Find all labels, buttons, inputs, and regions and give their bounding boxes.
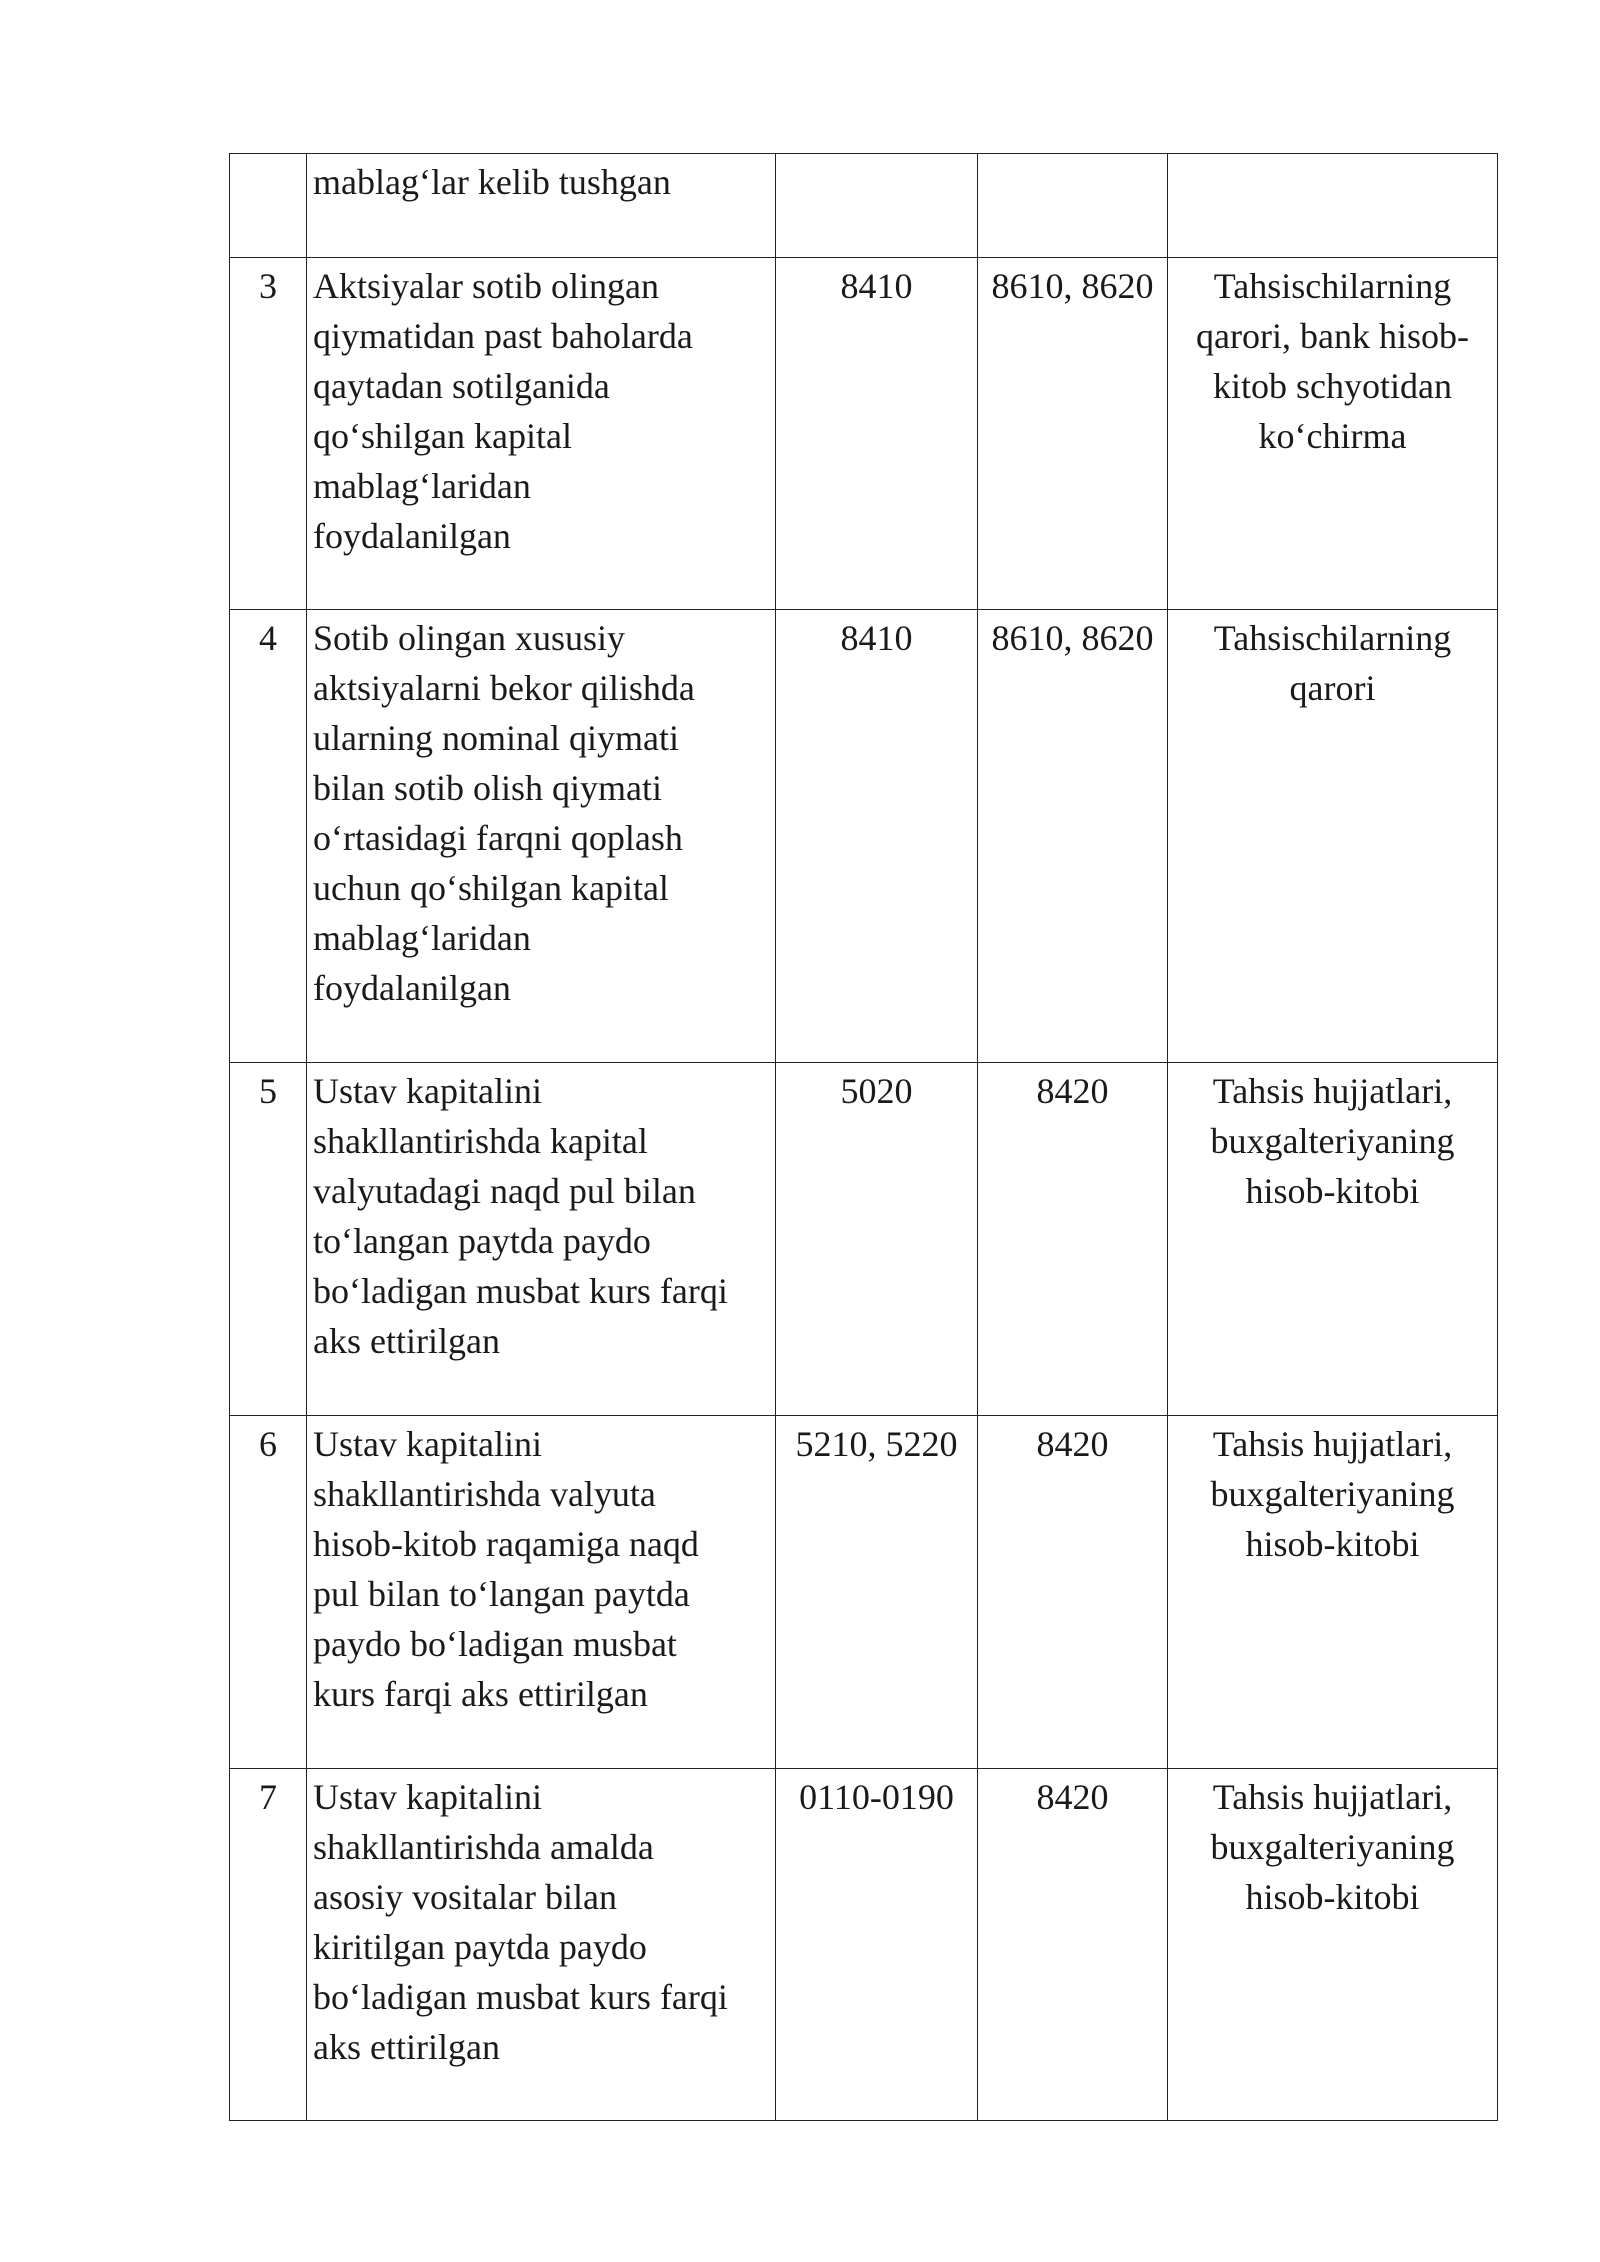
source-document: Tahsischilarning qarori, bank hisob- kitob schyotidan ko‘chirma xyxy=(1168,258,1498,610)
row-number: 6 xyxy=(230,1416,307,1769)
operation-description: mablag‘lar kelib tushgan xyxy=(307,154,776,258)
debit-account: 0110-0190 xyxy=(776,1769,978,2121)
row-number: 7 xyxy=(230,1769,307,2121)
credit-account xyxy=(978,154,1168,258)
table-row xyxy=(230,610,1498,1063)
debit-account xyxy=(776,154,978,258)
operation-description: Sotib olingan xususiy aktsiyalarni bekor qilishda ularning nominal qiymati bilan sotib olish qiymati o‘rtasidagi farqni qoplash uchun qo‘shilgan kapital mablag‘laridan foydalanilgan xyxy=(307,610,776,1063)
debit-account: 8410 xyxy=(776,610,978,1063)
debit-account: 8410 xyxy=(776,258,978,610)
debit-account: 5210, 5220 xyxy=(776,1416,978,1769)
row-number: 3 xyxy=(230,258,307,610)
source-document: Tahsis hujjatlari, buxgalteriyaning hisob-kitobi xyxy=(1168,1063,1498,1416)
table-row xyxy=(230,258,1498,610)
debit-account: 5020 xyxy=(776,1063,978,1416)
credit-account: 8420 xyxy=(978,1416,1168,1769)
credit-account: 8610, 8620 xyxy=(978,610,1168,1063)
credit-account: 8420 xyxy=(978,1063,1168,1416)
credit-account: 8610, 8620 xyxy=(978,258,1168,610)
table-row xyxy=(230,1416,1498,1769)
credit-account: 8420 xyxy=(978,1769,1168,2121)
accounting-entries-table xyxy=(229,153,1498,2121)
operation-description: Ustav kapitalini shakllantirishda amalda asosiy vositalar bilan kiritilgan paytda paydo bo‘ladigan musbat kurs farqi aks ettirilgan xyxy=(307,1769,776,2121)
source-document: Tahsis hujjatlari, buxgalteriyaning hisob-kitobi xyxy=(1168,1416,1498,1769)
operation-description: Aktsiyalar sotib olingan qiymatidan past baholarda qaytadan sotilganida qo‘shilgan kapital mablag‘laridan foydalanilgan xyxy=(307,258,776,610)
source-document: Tahsischilarning qarori xyxy=(1168,610,1498,1063)
table-row xyxy=(230,154,1498,258)
row-number: 5 xyxy=(230,1063,307,1416)
row-number xyxy=(230,154,307,258)
operation-description: Ustav kapitalini shakllantirishda valyuta hisob-kitob raqamiga naqd pul bilan to‘langan paytda paydo bo‘ladigan musbat kurs farqi aks ettirilgan xyxy=(307,1416,776,1769)
source-document xyxy=(1168,154,1498,258)
operation-description: Ustav kapitalini shakllantirishda kapital valyutadagi naqd pul bilan to‘langan paytda paydo bo‘ladigan musbat kurs farqi aks ettirilgan xyxy=(307,1063,776,1416)
table-row xyxy=(230,1063,1498,1416)
table-row xyxy=(230,1769,1498,2121)
row-number: 4 xyxy=(230,610,307,1063)
source-document: Tahsis hujjatlari, buxgalteriyaning hisob-kitobi xyxy=(1168,1769,1498,2121)
